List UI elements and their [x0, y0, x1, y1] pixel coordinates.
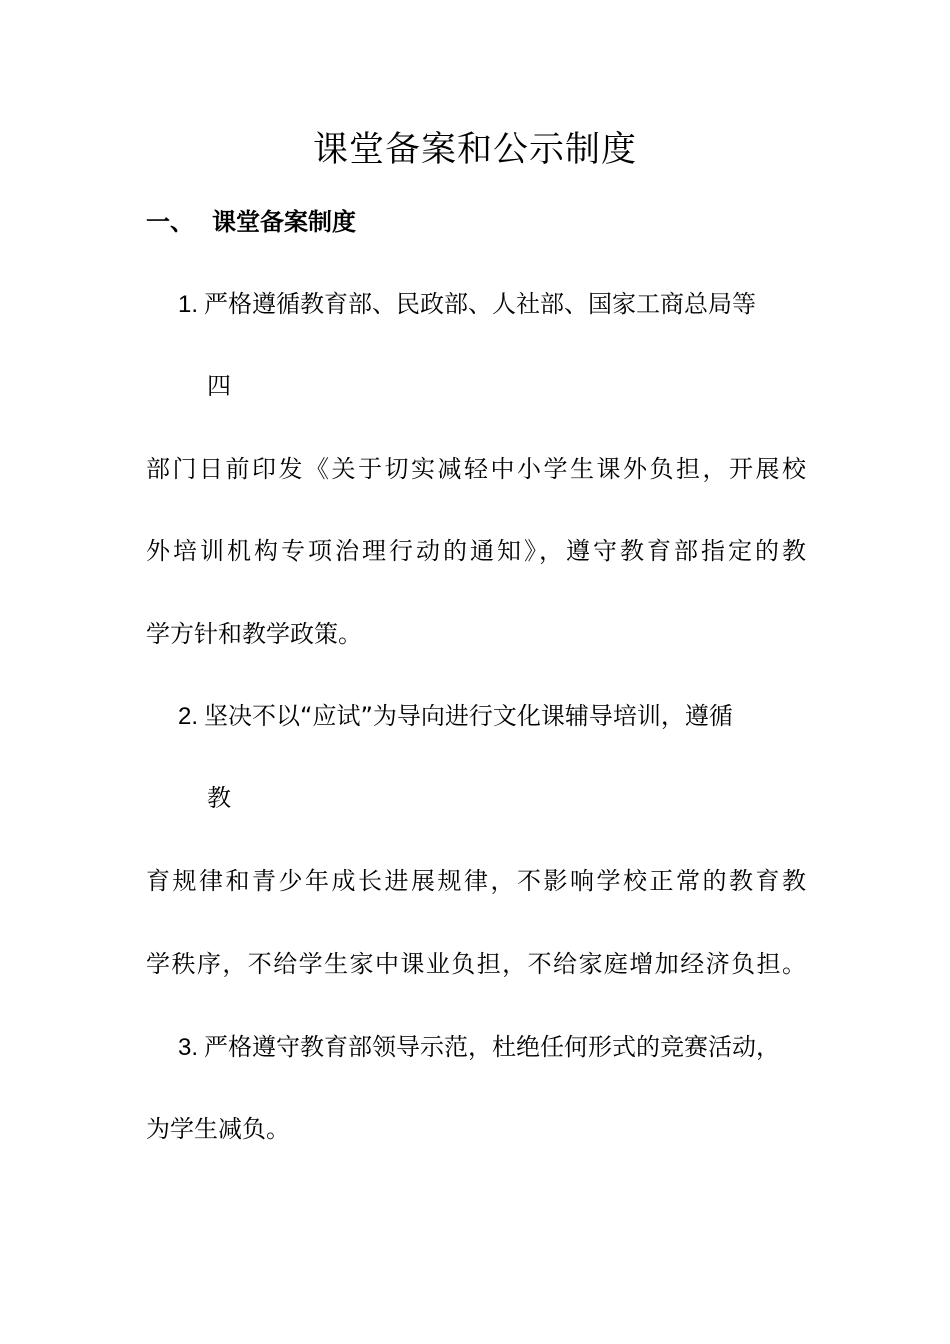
item-1-hang-line: 四 — [207, 372, 231, 400]
section-heading — [146, 204, 356, 240]
section-title: 课堂备案制度 — [212, 208, 356, 236]
item-1-first-line — [178, 286, 756, 323]
item-1-continuation-line: 部门日前印发《关于切实减轻中小学生课外负担，开展校 — [146, 455, 806, 483]
item-2-marker: 2. — [178, 703, 199, 730]
item-3-marker: 3. — [178, 1034, 199, 1061]
document-title: 课堂备案和公示制度 — [312, 130, 637, 170]
section-number: 一、 — [146, 208, 194, 236]
item-3-first-line — [178, 1029, 780, 1066]
item-2-first-line — [178, 698, 733, 735]
item-1-text: 严格遵循教育部、民政部、人社部、国家工商总局等 — [204, 290, 757, 318]
item-3-continuation-line: 为学生减负。 — [146, 1115, 290, 1143]
item-2-continuation-line: 育规律和青少年成长进展规律，不影响学校正常的教育教 — [146, 867, 806, 895]
item-1-continuation-line: 外培训机构专项治理行动的通知》，遵守教育部指定的教 — [146, 537, 806, 565]
item-2-continuation-line: 学秩序，不给学生家中课业负担，不给家庭增加经济负担。 — [146, 950, 806, 978]
item-2-hang-line: 教 — [207, 784, 231, 812]
item-3-text: 严格遵守教育部领导示范，杜绝任何形式的竞赛活动， — [204, 1033, 781, 1061]
item-1-continuation-line: 学方针和教学政策。 — [146, 620, 362, 648]
item-1-marker: 1. — [178, 291, 199, 318]
item-2-text: 坚决不以“应试”为导向进行文化课辅导培训，遵循 — [204, 702, 733, 730]
